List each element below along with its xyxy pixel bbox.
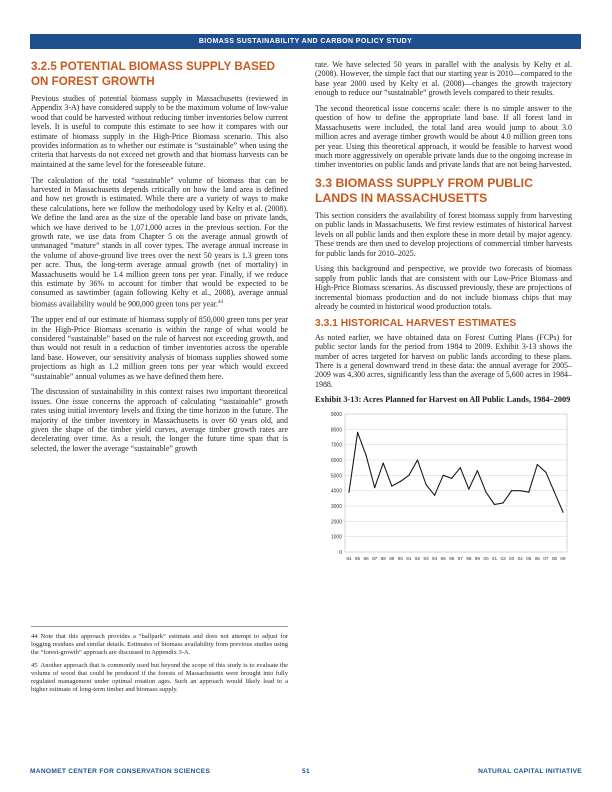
- data-point: [348, 492, 349, 493]
- footnote-text: Another approach that is commonly used but beyond the scope of this study is to evaluate the volume of wood that could be produced if the forests of Massachusetts were brought into fully regulated management under optimal rotation ages. Such an approach would likely lead to a higher estimate of long-term timber and biomass supply.: [31, 662, 288, 693]
- paragraph: Previous studies of potential biomass supply in Massachusetts (reviewed in Appendix 3-A) have considered supply to be the maximum volume of low-value wood that could be harvested without reducing timber inventories below current levels. It is useful to compute this estimate to see how it compares with our estimate of biomass supply in the High-Price Biomass scenario. This also provides information as to whether our estimate is “sustainable” when using the criteria that harvests do not exceed net growth and that biomass harvests can be maintained at the same level for the foreseeable future.: [31, 94, 288, 169]
- data-point: [391, 486, 392, 487]
- x-tick-label: 89: [389, 556, 395, 562]
- data-point: [357, 432, 358, 433]
- data-point: [520, 491, 521, 492]
- exhibit-title: Exhibit 3-13: Acres Planned for Harvest on All Public Lands, 1984–2009: [315, 395, 571, 405]
- x-tick-label: 07: [543, 556, 549, 562]
- data-point: [443, 475, 444, 476]
- data-point: [383, 463, 384, 464]
- footer-right: NATURAL CAPITAL INITIATIVE: [478, 768, 582, 775]
- x-tick-label: 86: [363, 556, 369, 562]
- page-number: 51: [302, 768, 310, 775]
- paragraph: The upper end of our estimate of biomass supply of 850,000 green tons per year in the High-Price Biomass scenario is within the range of what would be considered “sustainable” based on the rule of harvest not exceeding growth, and thus would not result in a reduction of timber inventories across the operable land base. However, our sensitivity analysis of biomass supplies showed some projections as high as 1.2 million green tons per year which would exceed “sustainable” annual volumes as we have defined them here.: [31, 315, 288, 381]
- paragraph: [31, 176, 288, 309]
- footnote: [31, 633, 288, 657]
- x-tick-label: 06: [534, 556, 540, 562]
- data-point: [434, 495, 435, 496]
- data-point: [477, 471, 478, 472]
- footnote: [31, 662, 288, 694]
- y-tick-label: 7000: [330, 443, 342, 450]
- chart-container: [315, 408, 572, 573]
- y-tick-label: 0: [339, 550, 342, 557]
- y-tick-label: 9000: [330, 412, 342, 419]
- data-point: [366, 455, 367, 456]
- x-tick-label: 93: [423, 556, 429, 562]
- data-point: [502, 503, 503, 504]
- x-tick-label: 95: [440, 556, 446, 562]
- x-tick-label: 04: [517, 556, 523, 562]
- x-tick-label: 00: [483, 556, 489, 562]
- paragraph: The second theoretical issue concerns scale: there is no simple answer to the question of how to define the appropriate land base. If all forest land in Massachusetts were included, the total land area would jump to about 3.0 million acres and average timber growth would be about 4.0 million green tons per year. Using this theoretical approach, it would be feasible to harvest wood much more aggressively on operable private lands due to the ongoing increase in timber inventories on public lands and private lands that are not being harvested.: [315, 103, 573, 170]
- x-tick-label: 03: [509, 556, 515, 562]
- footnote-ref[interactable]: 44: [217, 299, 223, 305]
- data-point: [460, 468, 461, 469]
- x-tick-label: 84: [346, 556, 352, 562]
- x-tick-label: 99: [474, 556, 481, 562]
- footer-left: MANOMET CENTER FOR CONSERVATION SCIENCES: [30, 768, 211, 775]
- paragraph: As noted earlier, we have obtained data on Forest Cutting Plans (FCPs) for public sector lands for the period from 1984 to 2009. Exhibit 3-13 shows the number of acres targeted for harvest on public lands according to these plans. There is a general downward trend in these data: the annual average for 2005–2009 was 4,300 acres, significantly less than the average of 5,600 acres in 1984–1988.: [315, 332, 572, 389]
- y-tick-label: 8000: [330, 427, 342, 434]
- x-tick-label: 97: [457, 556, 463, 562]
- y-tick-label: 5000: [330, 473, 342, 480]
- paragraph: Using this background and perspective, we provide two forecasts of biomass supply from public lands that are consistent with our Low-Price Biomass and High-Price Biomass scenarios. As discussed previously, these are projections of incremental biomass production and do not include biomass chips that may already be counted in historical wood production totals.: [315, 264, 572, 312]
- data-point: [494, 504, 495, 505]
- x-tick-label: 08: [551, 556, 558, 562]
- y-tick-label: 6000: [330, 458, 342, 465]
- paragraph: rate. We have selected 50 years in parallel with the analysis by Kelty et al. (2008). However, the simple fact that our starting year is 2010—compared to the base year 2000 used by Kelty et al. (2008)—changes the growth trajectory enough to reduce our “sustainable” growth levels compared to their results.: [315, 60, 572, 98]
- data-point: [554, 492, 555, 493]
- x-tick-label: 09: [560, 556, 566, 562]
- running-header: BIOMASS SUSTAINABILITY AND CARBON POLICY STUDY: [30, 34, 581, 49]
- x-tick-label: 91: [406, 556, 412, 562]
- x-tick-label: 90: [397, 556, 403, 562]
- footnote-number: 44: [31, 633, 38, 640]
- x-tick-label: 88: [380, 556, 386, 562]
- data-point: [451, 478, 452, 479]
- data-point: [425, 484, 426, 485]
- data-point: [400, 481, 401, 482]
- y-tick-label: 1000: [330, 535, 342, 542]
- y-tick-label: 3000: [330, 504, 342, 511]
- right-column: [315, 60, 572, 573]
- data-point: [528, 492, 529, 493]
- x-tick-label: 98: [466, 556, 472, 562]
- paragraph: This section considers the availability of forest biomass supply from harvesting on public lands in Massachusetts. We first review estimates of historical harvest levels on all public lands and then explore these in more detail by major agency. These trends are then used to develop projections of commercial timber harvests for public lands for 2010–2025.: [315, 211, 572, 258]
- section-heading-331: 3.3.1 HISTORICAL HARVEST ESTIMATES: [315, 317, 517, 329]
- section-heading-325: 3.2.5 POTENTIAL BIOMASS SUPPLY BASED ON FOREST GROWTH: [31, 60, 275, 88]
- footnote-number: 45: [31, 662, 38, 669]
- left-column: [31, 60, 288, 459]
- x-tick-label: 01: [491, 556, 498, 562]
- x-tick-label: 92: [414, 556, 421, 562]
- x-tick-label: 02: [500, 556, 506, 562]
- footnote-text: Note that this approach provides a “ballpark” estimate and does not attempt to adjust for logging residues and similar details. Estimates of biomass availability from previous studies using the “forest-growth” approach are discussed in Appendix 3-A.: [31, 633, 288, 656]
- data-point: [545, 472, 546, 473]
- section-heading-33: 3.3 BIOMASS SUPPLY FROM PUBLIC LANDS IN MASSACHUSETTS: [315, 176, 533, 206]
- y-tick-label: 4000: [330, 489, 342, 496]
- x-tick-label: 94: [431, 556, 438, 562]
- x-tick-label: 96: [449, 556, 455, 562]
- data-point: [537, 464, 538, 465]
- footnotes: [31, 626, 288, 699]
- data-point: [468, 489, 469, 490]
- data-point: [562, 512, 563, 513]
- paragraph: The discussion of sustainability in this context raises two important theoretical issues. One issue concerns the approach of calculating “sustainable” growth rates using initial inventory levels and fixing the time horizon in the future. The majority of the timber inventory in Massachusetts is over 60 years old, and given the shape of the timber yield curves, average timber growth rates are decelerating over time. As a result, the longer the future time span that is selected, the lower the average “sustainable” growth: [31, 387, 288, 453]
- x-tick-label: 85: [354, 556, 361, 562]
- data-point: [408, 475, 409, 476]
- data-point: [417, 460, 418, 461]
- y-tick-label: 2000: [330, 519, 342, 526]
- data-point: [485, 492, 486, 493]
- x-tick-label: 05: [526, 556, 532, 562]
- x-tick-label: 87: [372, 556, 378, 562]
- plot-area: [345, 414, 567, 552]
- data-point: [511, 491, 512, 492]
- line-chart: [315, 408, 572, 573]
- paragraph-text: The calculation of the total “sustainable” volume of biomass that can be harvested in Massachusetts depends critically on how the land area is defined and how net growth is estimated. While there are a variety of ways to make these calculations, here we follow the methodology used by Kelty et al. (2008). We define the land area as the size of the operable land base on private lands, which we have derived to be 1,071,000 acres in the previous section. For the growth rate, we use data from Chapter 5 on the average annual growth of unmanaged “mature” stands in all cover types. The average annual increase in the volume of above-ground live trees over the next 50 years is 1.3 green tons per acre. Thus, the long-term average annual growth (net of mortality) in Massachusetts would be 1.4 million green tons per year. Finally, if we reduce this estimate by 36% to account for timber that would be expected to be consumed as sawtimber (again following Kelty et al., 2008), average annual biomass availability would be 900,000 green tons per year.: [31, 175, 288, 309]
- data-point: [374, 487, 375, 488]
